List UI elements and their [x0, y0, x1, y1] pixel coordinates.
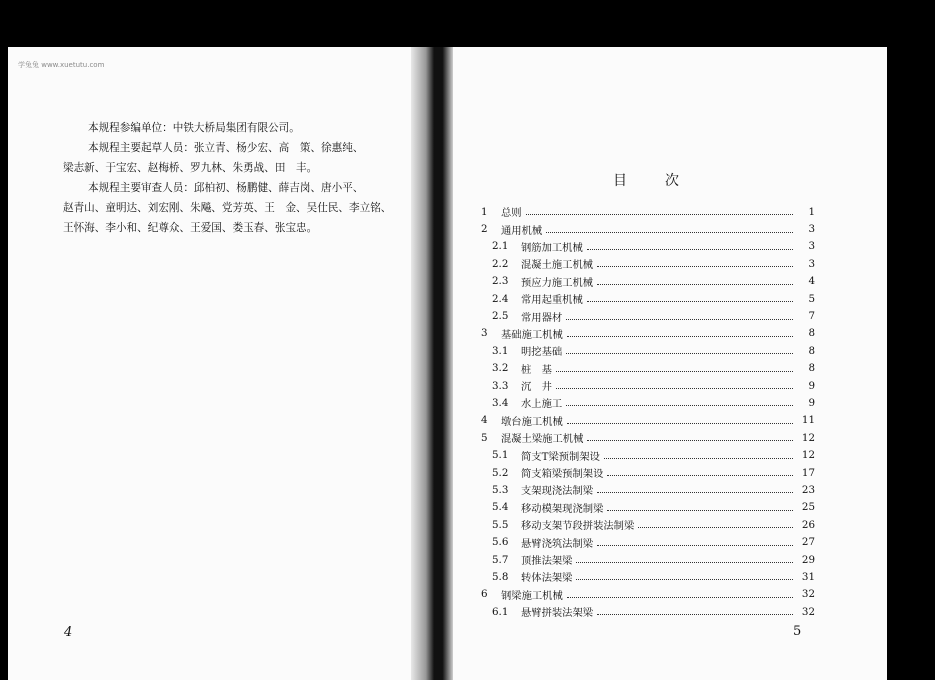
toc-entry-number: 5 — [481, 431, 488, 444]
toc-entry-label: 转体法架梁 — [521, 572, 573, 585]
toc-entry-label: 简支箱梁预制架设 — [521, 468, 604, 481]
toc-leader-dots — [587, 440, 793, 441]
toc-leader-dots — [566, 405, 793, 406]
toc-leader-dots — [607, 510, 793, 511]
toc-leader-dots — [567, 423, 793, 424]
toc-entry[interactable] — [481, 481, 815, 498]
page-number: 4 — [64, 625, 73, 640]
toc-entry-label: 墩台施工机械 — [501, 415, 563, 428]
toc-entry-page: 12 — [801, 449, 815, 462]
toc-entry-label: 混凝土施工机械 — [521, 259, 594, 272]
toc-entry-number: 3.1 — [492, 344, 509, 357]
toc-entry-number: 5.4 — [492, 501, 509, 514]
toc-entry-page: 11 — [801, 414, 815, 427]
toc-entry-label: 总则 — [501, 207, 522, 220]
toc-entry[interactable] — [481, 551, 815, 568]
toc-entry-label: 简支T梁预制架设 — [521, 450, 600, 463]
toc-leader-dots — [567, 336, 793, 337]
toc-entry-label: 明挖基础 — [521, 346, 563, 359]
toc-entry-page: 3 — [808, 240, 815, 253]
credits-line: 梁志新、于宝宏、赵梅桥、罗九林、朱勇战、田 丰。 — [63, 162, 318, 174]
toc-entry-label: 常用起重机械 — [521, 294, 583, 307]
toc-leader-dots — [638, 527, 793, 528]
book-spine — [411, 47, 453, 680]
toc-leader-dots — [567, 597, 793, 598]
toc-title: 目次 — [613, 173, 717, 189]
toc-entry[interactable] — [481, 377, 815, 394]
toc-entry-number: 2.5 — [492, 310, 509, 323]
toc-entry-page: 25 — [801, 501, 815, 514]
toc-entry-page: 32 — [801, 588, 815, 601]
toc-leader-dots — [597, 614, 793, 615]
toc-entry-page: 8 — [808, 327, 815, 340]
toc-entry-number: 5.2 — [492, 466, 509, 479]
toc-entry[interactable] — [481, 533, 815, 550]
toc-leader-dots — [597, 545, 793, 546]
toc-entry-label: 移动模架现浇制梁 — [521, 502, 604, 515]
toc-entry[interactable] — [481, 516, 815, 533]
toc-entry-page: 17 — [801, 466, 815, 479]
toc-entry-number: 2.4 — [492, 292, 509, 305]
toc-entry-number: 3.3 — [492, 379, 509, 392]
credits-line: 赵青山、童明达、刘宏刚、朱飚、党芳英、王 金、吴仕民、李立铭、 — [63, 202, 392, 214]
toc-leader-dots — [597, 492, 793, 493]
toc-entry-page: 9 — [808, 396, 815, 409]
toc-entry-label: 悬臂拼装法架梁 — [521, 607, 594, 620]
toc-entry[interactable] — [481, 429, 815, 446]
toc-entry-page: 8 — [808, 344, 815, 357]
toc-entry-page: 3 — [808, 223, 815, 236]
toc-entry-page: 27 — [801, 536, 815, 549]
toc-entry-number: 3.2 — [492, 362, 509, 375]
toc-leader-dots — [556, 388, 793, 389]
toc-leader-dots — [597, 266, 793, 267]
toc-entry[interactable] — [481, 394, 815, 411]
toc-entry-label: 混凝土梁施工机械 — [501, 433, 584, 446]
table-of-contents — [481, 203, 815, 620]
credits-line: 本规程参编单位：中铁大桥局集团有限公司。 — [88, 122, 300, 134]
toc-entry-page: 8 — [808, 362, 815, 375]
toc-entry[interactable] — [481, 290, 815, 307]
toc-entry-label: 悬臂浇筑法制梁 — [521, 537, 594, 550]
toc-leader-dots — [576, 579, 793, 580]
toc-entry[interactable] — [481, 325, 815, 342]
toc-entry-number: 6 — [481, 588, 488, 601]
toc-entry-number: 4 — [481, 414, 488, 427]
toc-entry-number: 2.1 — [492, 240, 509, 253]
toc-entry-page: 1 — [808, 205, 815, 218]
toc-entry-number: 5.5 — [492, 518, 509, 531]
toc-entry-label: 预应力施工机械 — [521, 276, 594, 289]
toc-entry[interactable] — [481, 255, 815, 272]
toc-leader-dots — [587, 249, 793, 250]
credits-line: 本规程主要起草人员：张立青、杨少宏、高 策、徐惠纯、 — [88, 142, 364, 154]
toc-entry[interactable] — [481, 499, 815, 516]
toc-entry-label: 通用机械 — [501, 224, 543, 237]
toc-entry[interactable] — [481, 203, 815, 220]
toc-entry-label: 常用器材 — [521, 311, 563, 324]
toc-entry[interactable] — [481, 464, 815, 481]
credits-line: 本规程主要审查人员：邱柏初、杨鹏健、薛吉岗、唐小平、 — [88, 182, 364, 194]
toc-entry-label: 顶推法架梁 — [521, 555, 573, 567]
toc-entry-label: 移动支架节段拼装法制梁 — [521, 520, 635, 533]
toc-entry-page: 29 — [801, 553, 815, 566]
toc-entry-page: 32 — [801, 605, 815, 618]
toc-entry-page: 7 — [808, 310, 815, 323]
toc-entry-number: 3.4 — [492, 396, 509, 409]
toc-entry-label: 钢筋加工机械 — [521, 241, 583, 254]
toc-leader-dots — [566, 319, 793, 320]
toc-entry[interactable] — [481, 586, 815, 603]
toc-entry-number: 5.7 — [492, 553, 509, 566]
toc-entry-number: 5.1 — [492, 449, 509, 462]
toc-entry-page: 23 — [801, 483, 815, 496]
toc-leader-dots — [556, 371, 793, 372]
credits-block — [63, 118, 398, 238]
toc-entry-page: 12 — [801, 431, 815, 444]
toc-entry[interactable] — [481, 307, 815, 324]
toc-leader-dots — [526, 214, 793, 215]
toc-entry[interactable] — [481, 446, 815, 463]
toc-entry-number: 2 — [481, 223, 488, 236]
toc-entry[interactable] — [481, 412, 815, 429]
toc-entry[interactable] — [481, 238, 815, 255]
credits-line: 王怀海、李小和、纪尊众、王爱国、娄玉春、张宝忠。 — [63, 222, 318, 234]
toc-entry[interactable] — [481, 220, 815, 237]
toc-entry[interactable] — [481, 360, 815, 377]
toc-entry[interactable] — [481, 568, 815, 585]
toc-entry-number: 2.3 — [492, 275, 509, 288]
toc-entry[interactable] — [481, 342, 815, 359]
toc-entry-page: 9 — [808, 379, 815, 392]
toc-entry-page: 3 — [808, 257, 815, 270]
toc-entry-page: 4 — [808, 275, 815, 288]
toc-entry-page: 5 — [808, 292, 815, 305]
toc-entry-label: 钢梁施工机械 — [501, 589, 563, 602]
left-page — [8, 47, 411, 680]
toc-entry-number: 1 — [481, 205, 488, 218]
toc-leader-dots — [546, 232, 793, 233]
toc-entry-number: 3 — [481, 327, 488, 340]
toc-leader-dots — [607, 475, 793, 476]
toc-entry-number: 2.2 — [492, 257, 509, 270]
toc-entry-label: 桩 基 — [521, 363, 552, 376]
toc-entry-number: 5.6 — [492, 536, 509, 549]
watermark: 学兔兔 www.xuetutu.com — [18, 61, 105, 69]
toc-entry-number: 5.3 — [492, 483, 509, 496]
toc-entry-page: 31 — [801, 570, 815, 583]
right-page — [453, 47, 887, 680]
toc-entry-number: 5.8 — [492, 570, 509, 583]
toc-entry-number: 6.1 — [492, 605, 509, 618]
toc-entry-label: 支架现浇法制梁 — [521, 485, 594, 498]
toc-leader-dots — [604, 458, 793, 459]
toc-entry[interactable] — [481, 603, 815, 620]
toc-entry-label: 基础施工机械 — [501, 328, 563, 341]
toc-entry[interactable] — [481, 273, 815, 290]
toc-leader-dots — [587, 301, 793, 302]
toc-leader-dots — [566, 353, 793, 354]
toc-leader-dots — [597, 284, 793, 285]
toc-entry-label: 沉 井 — [521, 381, 552, 394]
toc-entry-label: 水上施工 — [521, 398, 563, 411]
page-number: 5 — [793, 624, 802, 639]
toc-leader-dots — [576, 562, 793, 563]
toc-entry-page: 26 — [801, 518, 815, 531]
